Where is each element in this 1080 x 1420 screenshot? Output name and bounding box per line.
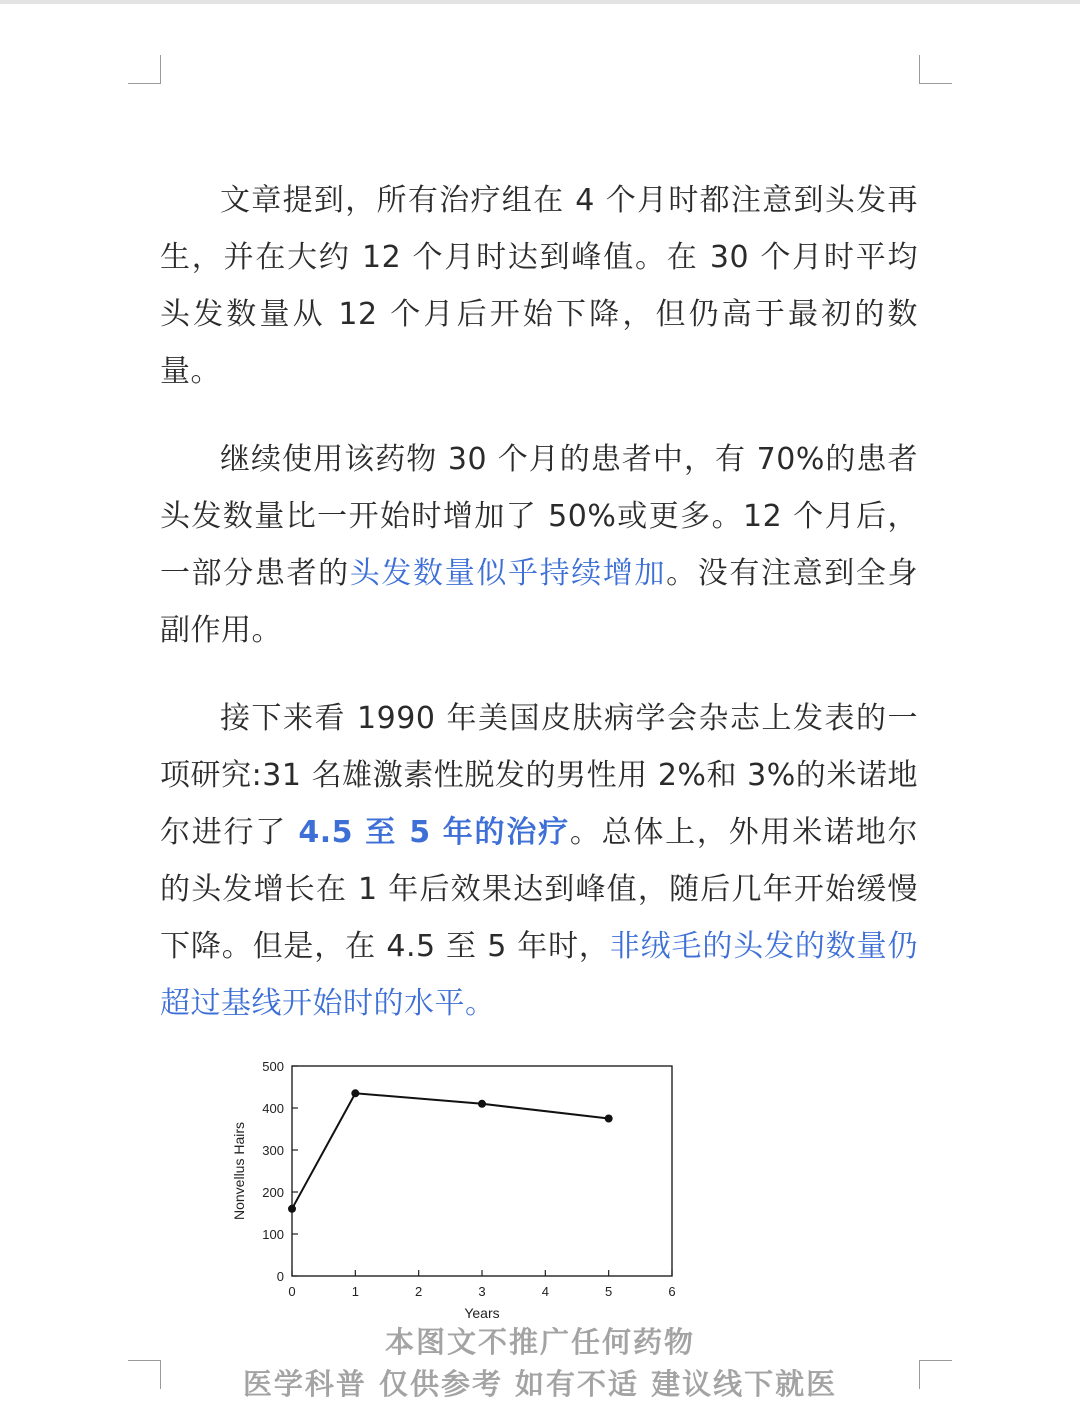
y-tick-label: 100 — [262, 1227, 284, 1242]
y-tick-label: 500 — [262, 1059, 284, 1074]
paragraph-2-highlight: 头发数量似乎持续增加 — [349, 556, 667, 591]
paragraph-1 — [160, 172, 918, 400]
paragraph-2-text-a: 继续使用该药物 30 个月的患者中，有 70%的患者头发数量比一开始时增加了 50%或更多。12 个月后，一部分患者的 — [160, 442, 918, 591]
x-tick-label: 3 — [478, 1284, 486, 1299]
x-tick-label: 1 — [351, 1284, 359, 1299]
top-edge-bar — [0, 0, 1080, 4]
disclaimer-line-1: 本图文不推广任何药物 — [384, 1325, 695, 1359]
y-tick-label: 300 — [262, 1143, 284, 1158]
y-tick-label: 200 — [262, 1185, 284, 1200]
paragraph-2 — [160, 431, 918, 659]
x-tick-label: 2 — [415, 1284, 423, 1299]
nonvellus-hairs-chart — [222, 1058, 692, 1323]
data-point — [351, 1089, 359, 1097]
y-tick-label: 400 — [262, 1101, 284, 1116]
crop-mark-top-right — [919, 55, 952, 84]
plot-frame — [292, 1066, 672, 1276]
document-body — [160, 172, 918, 1063]
disclaimer-line-2: 医学科普 仅供参考 如有不适 建议线下就医 — [242, 1367, 838, 1401]
paragraph-3-text-a: 接下来看 1990 年美国皮肤病学会杂志上发表的一项研究:31 名雄激素性脱发的男性用 2%和 3%的米诺地尔进行了 — [160, 701, 918, 850]
crop-mark-top-left — [128, 55, 161, 84]
data-point — [478, 1100, 486, 1108]
y-tick-label: 0 — [276, 1269, 284, 1284]
x-tick-label: 5 — [605, 1284, 613, 1299]
data-point — [288, 1205, 296, 1213]
paragraph-3-highlight-2: 非绒毛的头发的数量仍超过基线开始时的水平。 — [160, 929, 919, 1021]
paragraph-1-text: 文章提到，所有治疗组在 4 个月时都注意到头发再生，并在大约 12 个月时达到峰值。在 30 个月时平均头发数量从 12 个月后开始下降，但仍高于最初的数量。 — [160, 183, 918, 389]
paragraph-3 — [160, 690, 918, 1032]
x-tick-label: 6 — [668, 1284, 676, 1299]
series-line — [292, 1093, 609, 1209]
y-axis-label: Nonvellus Hairs — [231, 1121, 247, 1221]
paragraph-3-text-b: 。总体上，外用米诺地尔的头发增长在 1 年后效果达到峰值，随后几年开始缓慢下降。但是，在 4.5 至 5 年时， — [160, 815, 919, 964]
x-tick-label: 0 — [288, 1284, 296, 1299]
data-point — [605, 1115, 613, 1123]
x-axis-label: Years — [464, 1305, 500, 1321]
paragraph-3-highlight-1: 4.5 至 5 年的治疗 — [298, 815, 570, 850]
x-tick-label: 4 — [541, 1284, 549, 1299]
paragraph-2-text-b: 。没有注意到全身副作用。 — [160, 556, 919, 648]
